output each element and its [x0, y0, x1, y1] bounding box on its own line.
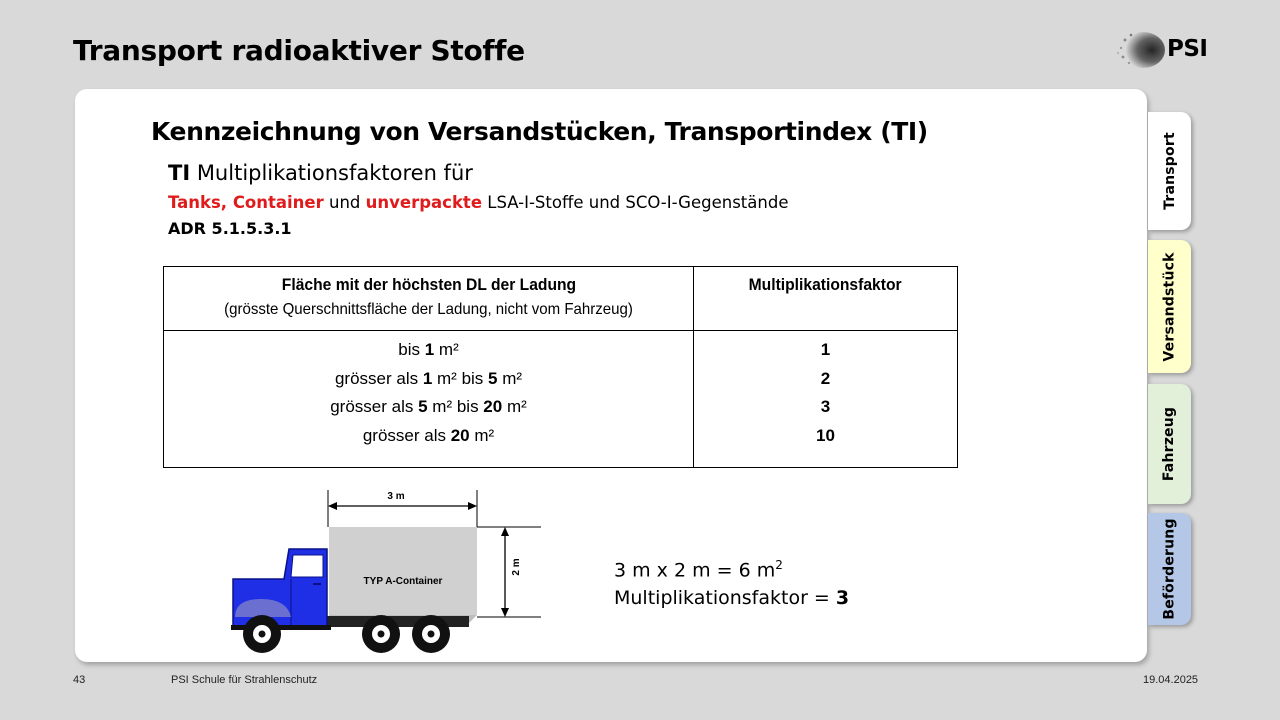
door-handle — [313, 583, 321, 585]
subheading-rest: Multiplikationsfaktoren für — [190, 161, 473, 185]
slide-title: Transport radioaktiver Stoffe — [73, 34, 525, 67]
factor-table — [163, 266, 958, 468]
area-max: 20 — [483, 397, 503, 416]
area-unit: m² — [427, 397, 453, 416]
area-cell — [164, 331, 694, 468]
subheading — [168, 161, 473, 185]
width-label: 3 m — [387, 491, 405, 502]
tab-fahrzeug-label: Fahrzeug — [1161, 406, 1178, 482]
header-area-main: Fläche mit der höchsten DL der Ladung — [281, 275, 576, 294]
area-prefix: grösser als — [334, 368, 423, 388]
area-row — [164, 339, 693, 368]
wheel — [412, 615, 450, 653]
area-min: 1 — [422, 368, 433, 388]
area-max: 5 — [488, 368, 498, 388]
arrow-head — [468, 502, 477, 510]
adr-reference: ADR 5.1.5.3.1 — [168, 219, 292, 238]
area-prefix: grösser als — [330, 397, 419, 416]
factor-value: 1 — [820, 340, 831, 359]
height-label: 2 m — [511, 558, 522, 576]
factor-value: 2 — [820, 368, 831, 388]
tab-versandstueck-label: Versandstück — [1161, 251, 1178, 362]
footer-date: 19.04.2025 — [1143, 674, 1199, 686]
container-box — [329, 527, 477, 615]
scope-line — [168, 193, 788, 212]
area-min: 20 — [450, 425, 470, 445]
section-heading: Kennzeichnung von Versandstücken, Transportindex (TI) — [151, 117, 928, 146]
area-prefix: grösser als — [362, 425, 451, 445]
truck-diagram — [229, 487, 549, 657]
table-row — [164, 331, 958, 468]
scope-mid: und — [323, 193, 366, 212]
area-row — [164, 425, 693, 454]
area-min: 5 — [418, 397, 428, 416]
area-unit: m² — [469, 425, 495, 445]
tab-fahrzeug[interactable] — [1148, 384, 1191, 504]
calc-line-1 — [614, 551, 849, 584]
header-factor-label: Multiplikationsfaktor — [749, 275, 902, 294]
calc-line-2 — [614, 584, 849, 612]
header-area — [164, 267, 694, 331]
calc-area-exponent: 2 — [775, 558, 783, 572]
scope-red-1: Tanks, Container — [168, 193, 324, 212]
factor-value: 3 — [820, 397, 831, 416]
scope-end: LSA-I-Stoffe und SCO-I-Gegenstände — [482, 193, 789, 212]
arrow-head — [501, 608, 509, 617]
logo-text: PSI — [1167, 36, 1208, 62]
arrow-head — [328, 502, 337, 510]
wheel — [362, 615, 400, 653]
psi-logo — [1113, 30, 1213, 70]
area-unit: m² — [434, 340, 459, 359]
header-area-sub: (grösste Querschnittsfläche der Ladung, nicht vom Fahrzeug) — [224, 301, 633, 318]
logo-dots-icon — [1113, 30, 1165, 70]
factor-value: 10 — [816, 425, 835, 445]
tab-transport-label: Transport — [1161, 132, 1178, 210]
tab-versandstueck[interactable] — [1148, 240, 1191, 373]
footer-organization: PSI Schule für Strahlenschutz — [171, 674, 318, 686]
calc-factor-text: Multiplikationsfaktor = — [614, 587, 836, 610]
area-unit: m² — [502, 397, 527, 416]
calculation — [614, 551, 849, 612]
tab-transport[interactable] — [1148, 112, 1191, 230]
area-row — [164, 396, 693, 425]
area-unit: m² — [432, 368, 457, 388]
page-number: 43 — [73, 674, 86, 686]
tab-befoerderung[interactable] — [1148, 513, 1191, 625]
table-header-row — [164, 267, 958, 331]
scope-red-2: unverpackte — [365, 193, 483, 212]
header-factor — [694, 267, 958, 331]
arrow-head — [501, 527, 509, 536]
wheel — [243, 615, 281, 653]
area-row — [164, 368, 693, 397]
area-mid: bis — [456, 368, 489, 388]
area-mid: bis — [452, 397, 484, 416]
factor-cell — [694, 331, 958, 468]
container-label: TYP A-Container — [363, 576, 443, 587]
calc-area-text: 3 m x 2 m = 6 m — [614, 559, 776, 582]
area-min: 1 — [424, 340, 435, 359]
content-card — [75, 89, 1147, 662]
area-prefix: bis — [398, 340, 425, 359]
cab-window — [291, 555, 323, 577]
tab-befoerderung-label: Beförderung — [1161, 518, 1178, 620]
subheading-bold: TI — [168, 161, 191, 185]
calc-factor-value: 3 — [835, 587, 850, 610]
area-unit: m² — [497, 368, 523, 388]
